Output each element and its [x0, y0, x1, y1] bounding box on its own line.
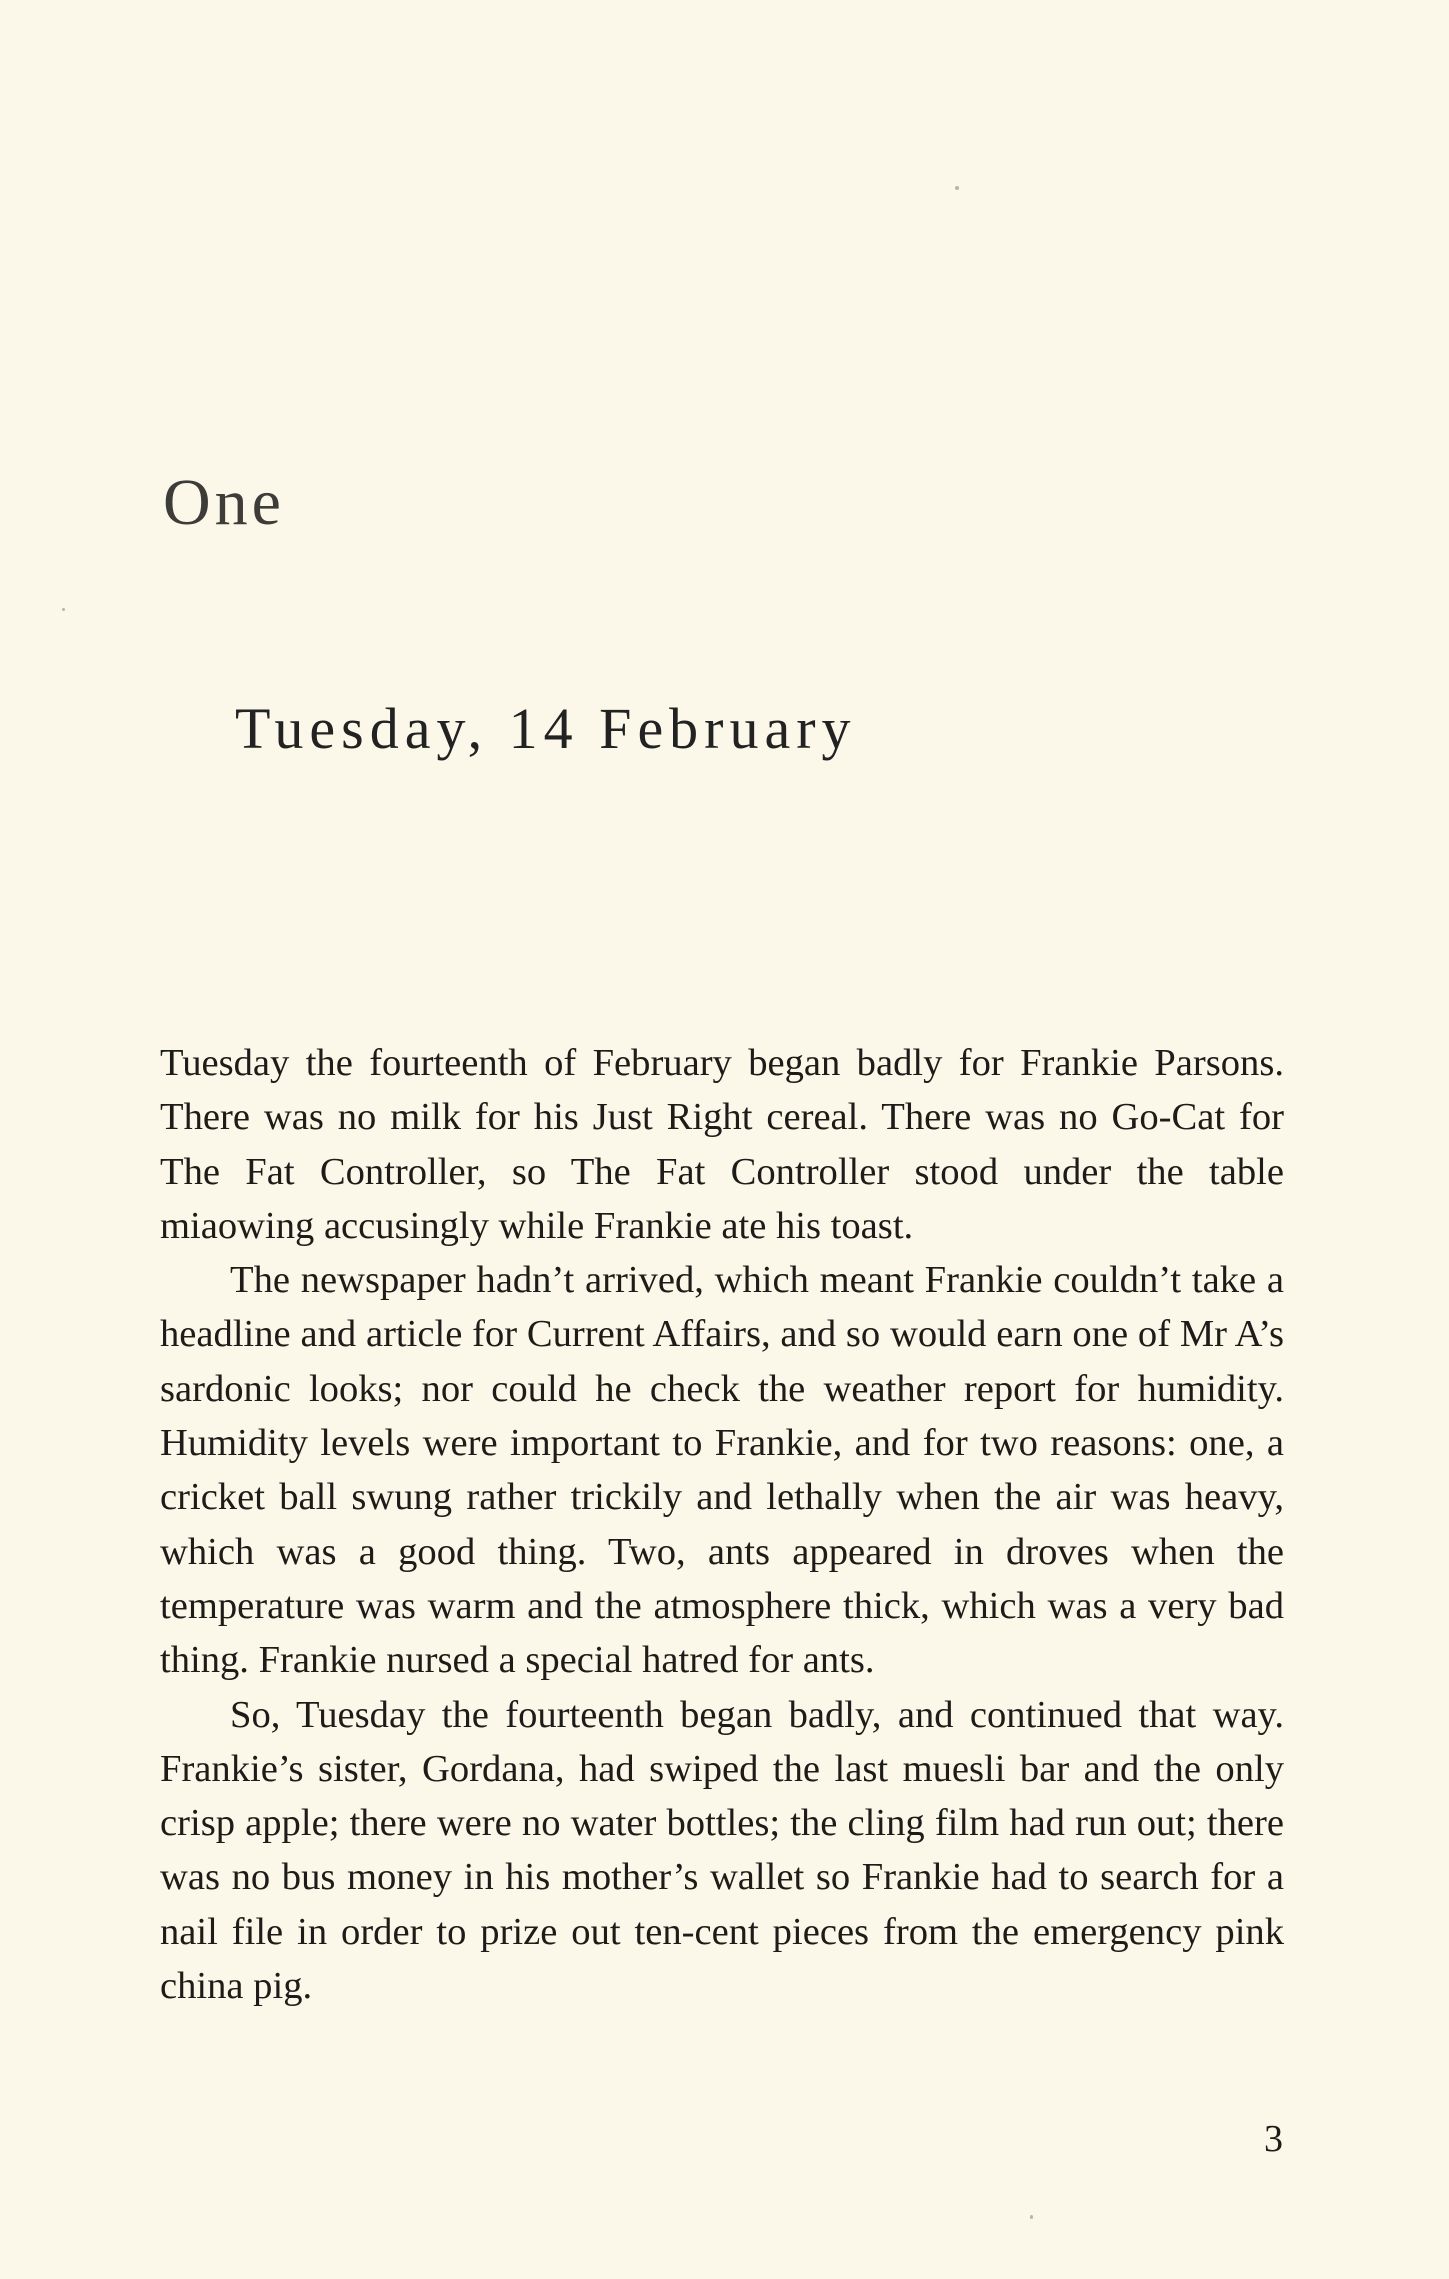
paper-speck [1030, 2215, 1033, 2219]
paper-speck [955, 186, 959, 190]
page-number: 3 [1264, 2118, 1283, 2160]
chapter-number: One [163, 466, 285, 539]
paragraph-2: The newspaper hadn’t arrived, which meant Frankie couldn’t take a headline and article for Current Affairs, and so would earn one of Mr A’s sardonic looks; nor could he check the weather report for humidity. Humidity levels were important to Frankie, and for two reasons: one, a cricket ball swung rather trickily and lethally when the air was heavy, which was a good thing. Two, ants appeared in droves when the temperature was warm and the atmosphere thick, which was a very bad thing. Frankie nursed a special hatred for ants. [160, 1259, 1284, 1682]
paragraph-3: So, Tuesday the fourteenth began badly, and continued that way. Frankie’s sister, Gordana, had swiped the last muesli bar and the only crisp apple; there were no water bottles; the cling film had run out; there was no bus money in his mother’s wallet so Frankie had to search for a nail file in order to prize out ten-cent pieces from the emergency pink china pig. [160, 1693, 1284, 2008]
chapter-title: Tuesday, 14 February [235, 696, 857, 761]
paper-speck [62, 608, 65, 611]
chapter-body [160, 1036, 1284, 2013]
paragraph-1: Tuesday the fourteenth of February began badly for Frankie Parsons. There was no milk for his Just Right cereal. There was no Go-Cat for The Fat Controller, so The Fat Controller stood under the table miaowing accusingly while Frankie ate his toast. [160, 1042, 1284, 1247]
